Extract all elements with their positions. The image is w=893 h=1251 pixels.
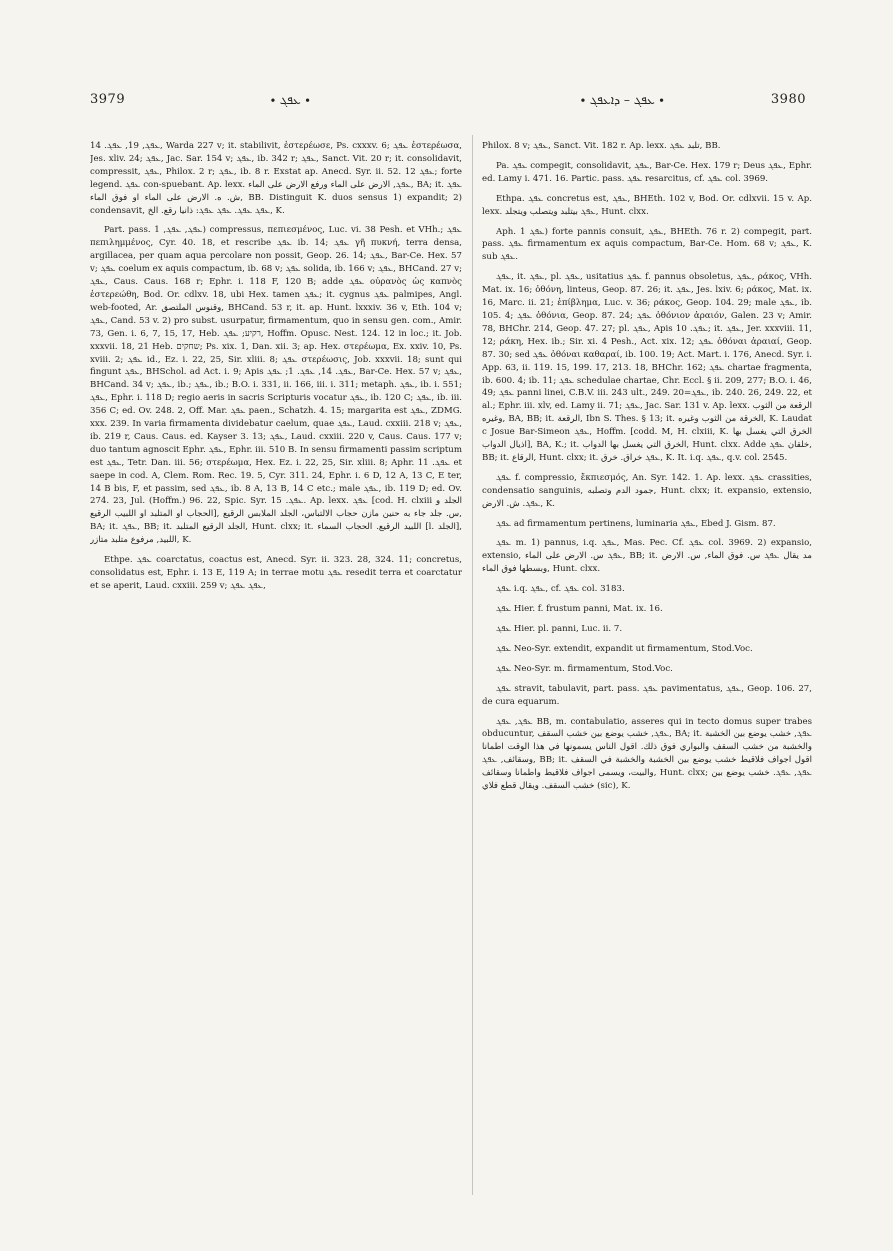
entry-paragraph: ܥܦܓ stravit, tabulavit, part. pass. ܥܦܓ pavimentatus, ܥܦܓ, Geop. 106. 27, de cura equarum. — [482, 683, 812, 707]
entry-paragraph: ܥܦܓ Neo-Syr. m. firmamentum, Stod.Voc. — [496, 663, 673, 674]
entry-paragraph: Ethpa. ܥܦܓ concretus est, ܥܦܓ, BHEth. 102 v, Bod. Or. cdlxvii. 15 v. Ap. lexx. ܥܦܓ بيتلبد ويتصلب ويتجلد, Hunt. clxx. — [482, 193, 812, 217]
entry-paragraph: Part. pass. ܥܦܓ, ܥܦܓ, 1) compressus, πεπιεσμένος, Luc. vi. 38 Pesh. et VHh.; ܥܦܓ πεπιλημμένος, Cyr. 40. 18, et rescribe ܥܦܓ ib. 14; ܥܦܓ γῆ πυκνή, terra densa, argillacea, per quam aqua percolare non possit, Geop. 26. 14; ܥܦܓ, Bar-Ce. Hex. 57 v; ܥܦܓ coelum ex aquis compactum, ib. 68 v; ܥܦܓ solida, ib. 166 v; ܥܦܓ, BHCand. 27 v; ܥܦܓ, Caus. Caus. 168 r; Ephr. i. 118 F, 120 B; adde ܥܦܓ oὐρανὸς ὡς καπνὸς ἐστερεώθη, Bod. Or. cdlxv. 18, ubi Hex. tamen ܥܦܓ; it. cygnus ܥܦܓ palmipes, Angl. web-footed, Ar. وقنوس الملتصق, BHCand. 53 r, it. ap. Hunt. lxxxiv. 36 v, Eth. 104 v; ܥܦܓ, Cand. 53 v. 2) pro subst. usurpatur, firmamentum, quo in sensu gen. com., Amir. 73, Gen. i. 6, 7, 15, 17, Heb. רקיע; ܥܦܓ, Hoffm. Opusc. Nest. 124. 12 in loc.; it. Job. xxxvii. 18, 21 Heb. שחקים; Ps. xix. 1, Dan. xii. 3; ap. Hex. στερέωμα, Ex. xxiv. 10, Ps. xviii. 2; ܥܦܓ id., Ez. i. 22, 25, Sir. xliii. 8; ܥܦܓ στερέωσις, Job. xxxvii. 18; sunt qui fingunt ܥܦܓ, BHSchol. ad Act. i. 9; Apis ܥܦܓ. 14, ܥܦܓ. 1; ܥܦܓ, Bar-Ce. Hex. 57 v; ܥܦܓ, BHCand. 34 v; ܥܦܓ, ib.; ܥܦܓ, ib.; B.O. i. 331, ii. 166, iii. i. 311; metaph. ܥܦܓ, ib. i. 551; ܥܦܓ, Ephr. i. 118 D; regio aeris in sacris Scripturis vocatur ܥܦܓ, ib. 120 C; ܥܦܓ, ib. iii. 356 C; ed. Ov. 248. 2, Off. Mar. ܥܦܓ paen., Schatzh. 4. 15; margarita est ܥܦܓ, ZDMG. xxx. 239. In varia firmamenta dividebatur caelum, quae ܥܦܓ, Laud. cxxiii. 218 v; ܥܦܓ, ib. 219 r, Caus. Caus. ed. Kayser 3. 13; ܥܦܓ, Laud. cxxiii. 220 v, Caus. Caus. 177 v; duo tantum agnoscit Ephr. ܥܦܓ, Ephr. iii. 510 B. In sensu firmamenti passim scriptum est ܥܦܓ, Tetr. Dan. iii. 56; στερέωμα, Hex. Ez. i. 22, 25, Sir. xliii. 8; Aphr. ܥܦܓ. 11 et saepe in cod. A, Clem. Rom. Rec. 19. 5, Cyr. 311. 24, Ephr. i. 6 D, 12 A, 13 C, E ter, 14 B bis, F, et passim, sed ܥܦܓ, ib. 8 A, 13 B, 14 C etc.; male ܥܦܓ, ib. 119 D; ed. Ov. 274. 23, Jul. (Hoffm.) 96. 22, Spic. Syr. ܥܦܓ. 15. Ap. lexx. ܥܦܓ [cod. H. clxiii الجلد و الحجاب او المتلبد او اللبيب الرقيع], س. جلد جاء به حنين مازن حجاب الالتباس، الجلد الملابس الرقيع, BA; it. ܥܦܓ, BB; it. الجلد الرقيع المتلبد, Hunt. clxx; it. اللبيد الرقيع. الحجاب السماء [l. الجلد], اللبيد, مرفوع متلبد متازر, K. — [90, 225, 462, 546]
entry-paragraph: ܥܦܓ, ܥܦܓ BB, m. contabulatio, asseres qui in tecto domus super trabes obducuntur, ܥܦܓ, خشب يوضع بين خشب السقف, BA; it. ܥܦܓ, خشب يوضع بين الخشبة والخشبة من خشب السقف والبواري فوق ذلك. اقول الناس يسمونها في هذا الوقت اطمانا وسقائف, ܥܦܓ, BB; it. اقول اجواف فلاقيط خشب يوضع بين الخشبة والخشبة في السقف والبيت، ويسمى اجواف فلاقيط واطمانا وسقائف, Hunt. clxx; ܥܦܓ, ܥܦܓ. خشب يوضع بين خشب السقف. ويقال قطع فلاي (sic), K. — [482, 716, 812, 792]
entry-paragraph: ܥܦܓ Hier. pl. panni, Luc. ii. 7. — [496, 624, 623, 634]
right-column — [482, 140, 812, 1230]
entry-paragraph: ܥܦܓ Hier. f. frustum panni, Mat. ix. 16. — [496, 604, 663, 615]
entry-paragraph: ܥܦܓ, it. ܥܦܓ, pl. ܥܦܓ, usitatius ܥܦܓ f. pannus obsoletus, ܥܦܓ, ράκος, VHh. Mat. ix. 16; ὀθόνη, linteus, Geop. 87. 26; it. ܥܦܓ, Jes. lxiv. 6; ράκος, Mat. ix. 16, Marc. ii. 21; ἐπίβλημα, Luc. v. 36; ράκος, Geop. 104. 29; male ܥܦܓ, ib. 105. 4; ܥܦܓ ὀθόνια, Geop. 87. 24; ܥܦܓ ὀθόνιον ἀραιόν, Galen. 23 v; Amir. 78, BHChr. 214, Geop. 47. 27; pl. ܥܦܓ, Apis ܥܦܓ. 10; it. ܥܦܓ, Jer. xxxviii. 11, 12; ράκη, Hex. ib.; Sir. xi. 4 Pesh., Act. xix. 12; ܥܦܓ ὀθόναι ἀραιαί, Geop. 87. 30; sed ܥܦܓ ὀθόναι καθαραί, ib. 100. 19; Act. Mart. i. 176, Anecd. Syr. i. App. 63, ii. 119. 15, 199. 17, 213. 18, BHChr. 162; ܥܦܓ chartae fragmenta, ib. 600. 4; ib. 11; ܥܦܓ schedulae chartae, Chr. Eccl. § ii. 209, 277; B.O. i. 46, 49; ܥܦܓ panni linei, C.B.V. iii. 243 ult., 249. 20=ܥܦܓ, ib. 240. 26, 249. 22, et al.; Ephr. iii. xlv, ed. Lamy ii. 71; ܥܦܓ, Jac. Sar. 131 v. Ap. lexx. الرقعة من الثوب وغيره, BA, BB; it. الرقعة, Ibn S. Thes. § 13; it. الخرقة من الثوب وغيره, K. Laudat c Josue Bar-Simeon ܥܦܓ, Hoffm. [codd. M, H. clxiii, K. الخرق التي يغسل بها اذيال الدواب], BA, K.; it. الخرق التي يغسل بها الدواب, Hunt. clxx. Adde خلقان ܥܦܓ, BB; it. الرقاع, Hunt. clxx; it. ܥܦܓ خراق. خرق, K. It. i.q. ܥܦܓ, q.v. col. 2545. — [482, 272, 812, 463]
left-page-number: 3979 — [90, 92, 126, 107]
entry-paragraph: ܥܦܓ i.q. ܥܦܓ, cf. ܥܦܓ col. 3183. — [496, 584, 625, 595]
entry-paragraph: ܥܦܓ ad firmamentum pertinens, luminaria ܥܦܓ, Ebed J. Gism. 87. — [496, 518, 776, 529]
left-running-head: ∙ ܥܦܓ ∙ — [270, 93, 311, 107]
right-page-number: 3980 — [770, 92, 806, 107]
column-divider — [472, 135, 473, 1195]
entry-paragraph: Philox. 8 v; ܥܦܓ, Sanct. Vit. 182 r. Ap. lexx. تلبد ܥܦܓ, BB. — [482, 141, 721, 151]
right-running-head: ∙ ܥܦܓ – ܕܐܥܦܓ ∙ — [580, 93, 665, 107]
left-column — [90, 140, 462, 1230]
entry-paragraph: ܥܦܓ, 19, ܥܦܓ. 14, Warda 227 v; it. stabilivit, ἐστερέωσε, Ps. cxxxv. 6; ܥܦܓ ἐστερέωσα, Jes. xliv. 24; ܥܦܓ, Jac. Sar. 154 v; ܥܦܓ, ib. 342 r; ܥܦܓ, Sanct. Vit. 20 r; it. consolidavit, compressit, ܥܦܓ, Philox. 2 r; ܥܦܓ, ib. 8 r. Exstat ap. Anecd. Syr. ii. 52. 12 ܥܦܓ; forte legend. ܥܦܓ con-spuebant. Ap. lexx. ܥܦܓ, الارض على الماء ورفع الارض على الماء, BA; it. ܥܦܓ ش. ه. الارض على الماء او فوق الماء, BB. Distinguit K. duos sensus 1) expandit; 2) condensavit, ܥܦܓ ܥܦܓ. ܥܦܓ ܥܦܓ: ذانيا رقع. الخ, K. — [90, 141, 462, 216]
entry-paragraph: Ethpe. ܥܦܓ coarctatus, coactus est, Anecd. Syr. ii. 323. 28, 324. 11; concretus, consolidatus est, Ephr. i. 13 E, 119 A; in terrae motu ܥܦܓ resedit terra et coarctatur et se aperit, Laud. cxxiii. 259 v; ܥܦܓ ܥܦܓ, — [90, 555, 462, 591]
entry-paragraph: ܥܦܓ f. compressio, ἔκπιεσμός, An. Syr. 142. 1. Ap. lexx. ܥܦܓ crassities, condensatio sanguinis, جمود الدم وتصلبه, Hunt. clxx; it. expansio, extensio, ܥܦܓ. ش. الارض, K. — [482, 472, 812, 509]
entry-paragraph: ܥܦܓ m. 1) pannus, i.q. ܥܦܓ, Mas. Pec. Cf. ܥܦܓ col. 3969. 2) expansio, extensio, ܥܦܓ س. الارض على الماء, BB; it. مد يقال ܥܦܓ س. فوق الماء, س. الارض وبسطها فوق الماء, Hunt. clxx. — [482, 538, 812, 575]
entry-paragraph: Pa. ܥܦܓ compegit, consolidavit, ܥܦܓ, Bar-Ce. Hex. 179 r; Deus ܥܦܓ, Ephr. ed. Lamy i. 471. 16. Partic. pass. ܥܦܓ resarcitus, cf. ܥܦܓ col. 3969. — [482, 160, 812, 184]
entry-paragraph: ܥܦܓ Neo-Syr. extendit, expandit ut firmamentum, Stod.Voc. — [496, 643, 753, 654]
entry-paragraph: Aph. ܥܦܓ 1) forte pannis consuit, ܥܦܓ, BHEth. 76 r. 2) compegit, part. pass. ܥܦܓ firmamentum ex aquis compactum, Bar-Ce. Hom. 68 v; ܥܦܓ, K. sub ܥܦܓ. — [482, 226, 812, 263]
page-header — [90, 92, 806, 114]
